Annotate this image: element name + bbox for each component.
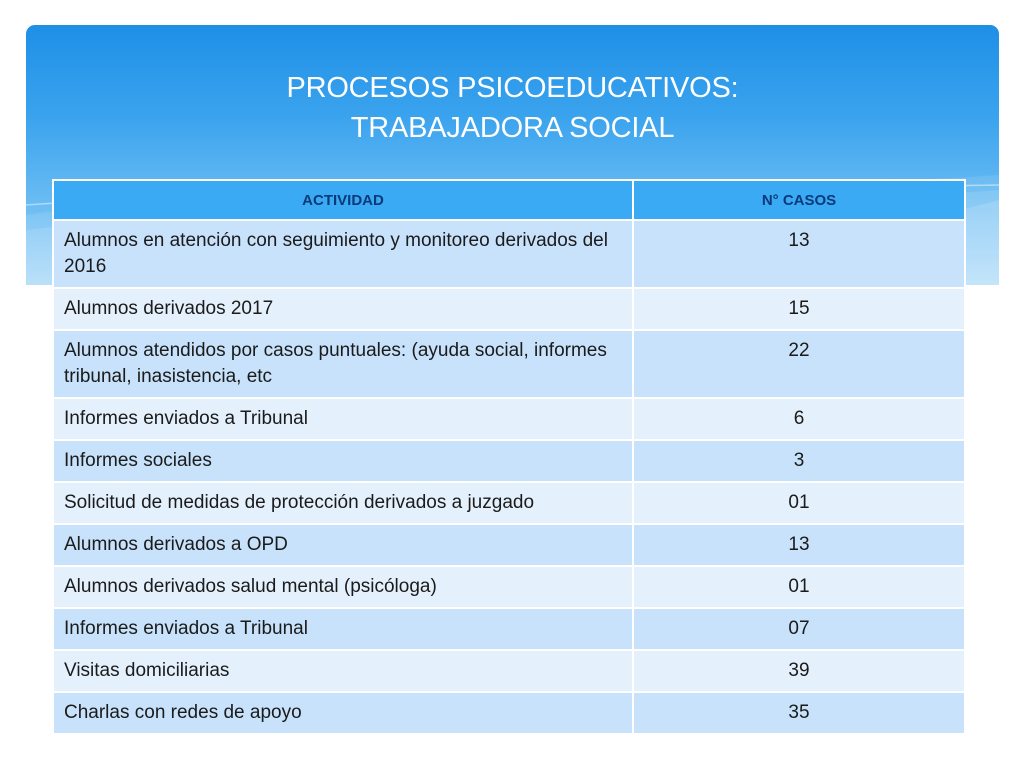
slide-title-line-2: TRABAJADORA SOCIAL <box>350 112 675 144</box>
cell-actividad: Solicitud de medidas de protección derivados a juzgado <box>53 482 633 524</box>
cell-actividad: Alumnos derivados a OPD <box>53 524 633 566</box>
table-row <box>53 650 965 692</box>
cell-actividad: Alumnos en atención con seguimiento y monitoreo derivados del 2016 <box>53 220 633 288</box>
cell-casos: 15 <box>633 288 965 330</box>
column-header-actividad: ACTIVIDAD <box>53 180 633 220</box>
cell-casos: 01 <box>633 482 965 524</box>
cell-actividad: Visitas domiciliarias <box>53 650 633 692</box>
cell-actividad: Informes enviados a Tribunal <box>53 398 633 440</box>
cell-casos: 01 <box>633 566 965 608</box>
cell-casos: 35 <box>633 692 965 734</box>
cell-casos: 22 <box>633 330 965 398</box>
table-row <box>53 288 965 330</box>
table-row <box>53 330 965 398</box>
cell-actividad: Informes sociales <box>53 440 633 482</box>
slide-title-line-1: PROCESOS PSICOEDUCATIVOS: <box>286 72 739 104</box>
slide-title <box>26 68 999 148</box>
table-row <box>53 608 965 650</box>
table-row <box>53 220 965 288</box>
cell-casos: 3 <box>633 440 965 482</box>
cell-actividad: Charlas con redes de apoyo <box>53 692 633 734</box>
table-row <box>53 566 965 608</box>
cell-actividad: Informes enviados a Tribunal <box>53 608 633 650</box>
table-row <box>53 524 965 566</box>
cell-casos: 07 <box>633 608 965 650</box>
cell-casos: 13 <box>633 220 965 288</box>
table-row <box>53 482 965 524</box>
table-row <box>53 440 965 482</box>
cell-casos: 13 <box>633 524 965 566</box>
cell-actividad: Alumnos derivados 2017 <box>53 288 633 330</box>
table-row <box>53 398 965 440</box>
cell-actividad: Alumnos atendidos por casos puntuales: (ayuda social, informes tribunal, inasistencia, etc <box>53 330 633 398</box>
cell-casos: 39 <box>633 650 965 692</box>
table-row <box>53 692 965 734</box>
table-header-row <box>53 180 965 220</box>
cell-actividad: Alumnos derivados salud mental (psicóloga) <box>53 566 633 608</box>
activity-cases-table <box>52 179 966 735</box>
cell-casos: 6 <box>633 398 965 440</box>
column-header-casos: N° CASOS <box>633 180 965 220</box>
